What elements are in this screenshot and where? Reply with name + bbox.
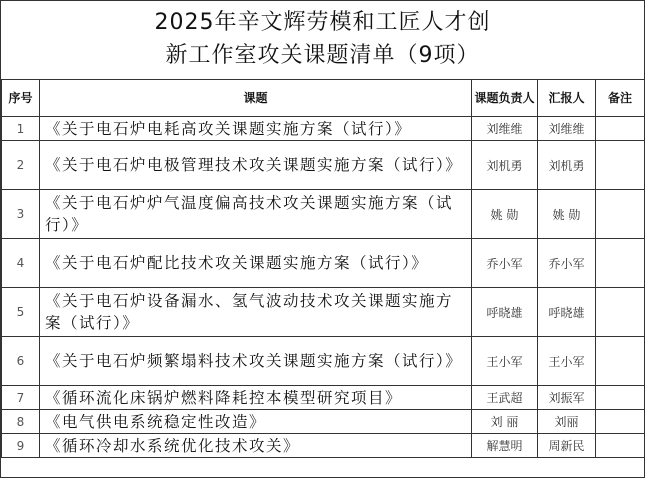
header-topic: 课题	[40, 80, 472, 117]
row-note	[596, 288, 645, 337]
table-row	[2, 141, 645, 190]
row-reporter: 刘机勇	[538, 141, 596, 190]
row-seq: 4	[2, 239, 40, 288]
row-owner: 呼晓雄	[472, 288, 538, 337]
row-topic: 《电气供电系统稳定性改造》	[40, 410, 472, 434]
row-reporter: 姚 勋	[538, 190, 596, 239]
row-note	[596, 410, 645, 434]
table-row	[2, 190, 645, 239]
document-title-line-2: 新工作室攻关课题清单（9项）	[165, 43, 480, 68]
row-topic: 《循环冷却水系统优化技术攻关》	[40, 434, 472, 458]
header-reporter: 汇报人	[538, 80, 596, 117]
row-owner: 乔小军	[472, 239, 538, 288]
row-topic: 《循环流化床锅炉燃料降耗控本模型研究项目》	[40, 386, 472, 410]
row-owner: 王武超	[472, 386, 538, 410]
row-owner: 王小军	[472, 337, 538, 386]
row-note	[596, 434, 645, 458]
row-reporter: 周新民	[538, 434, 596, 458]
row-seq: 9	[2, 434, 40, 458]
row-topic: 《关于电石炉频繁塌料技术攻关课题实施方案（试行）》	[40, 337, 472, 386]
table-row	[2, 434, 645, 458]
row-note	[596, 190, 645, 239]
row-topic: 《关于电石炉电极管理技术攻关课题实施方案（试行）》	[40, 141, 472, 190]
row-reporter: 刘振军	[538, 386, 596, 410]
row-reporter: 乔小军	[538, 239, 596, 288]
table-row	[2, 386, 645, 410]
row-reporter: 刘丽	[538, 410, 596, 434]
row-owner: 解慧明	[472, 434, 538, 458]
header-seq: 序号	[2, 80, 40, 117]
table-row	[2, 239, 645, 288]
row-seq: 1	[2, 117, 40, 141]
row-seq: 3	[2, 190, 40, 239]
row-topic: 《关于电石炉电耗高攻关课题实施方案（试行）》	[40, 117, 472, 141]
project-table	[1, 79, 645, 458]
document-title-line-1: 2025年辛文辉劳模和工匠人才创	[154, 10, 491, 35]
row-seq: 7	[2, 386, 40, 410]
row-reporter: 呼晓雄	[538, 288, 596, 337]
row-seq: 2	[2, 141, 40, 190]
row-note	[596, 141, 645, 190]
row-owner: 姚 勋	[472, 190, 538, 239]
row-owner: 刘机勇	[472, 141, 538, 190]
row-seq: 6	[2, 337, 40, 386]
row-owner: 刘 丽	[472, 410, 538, 434]
row-seq: 5	[2, 288, 40, 337]
header-owner: 课题负责人	[472, 80, 538, 117]
table-row	[2, 410, 645, 434]
row-topic: 《关于电石炉设备漏水、氢气波动技术攻关课题实施方案（试行）》	[40, 288, 472, 337]
row-note	[596, 386, 645, 410]
row-owner: 刘维维	[472, 117, 538, 141]
row-reporter: 王小军	[538, 337, 596, 386]
row-topic: 《关于电石炉炉气温度偏高技术攻关课题实施方案（试行）》	[40, 190, 472, 239]
row-note	[596, 239, 645, 288]
row-note	[596, 337, 645, 386]
table-row	[2, 337, 645, 386]
table-row	[2, 117, 645, 141]
table-header-row	[2, 80, 645, 117]
row-reporter: 刘维维	[538, 117, 596, 141]
title-block	[1, 1, 644, 79]
row-seq: 8	[2, 410, 40, 434]
row-topic: 《关于电石炉配比技术攻关课题实施方案（试行）》	[40, 239, 472, 288]
row-note	[596, 117, 645, 141]
table-row	[2, 288, 645, 337]
header-note: 备注	[596, 80, 645, 117]
